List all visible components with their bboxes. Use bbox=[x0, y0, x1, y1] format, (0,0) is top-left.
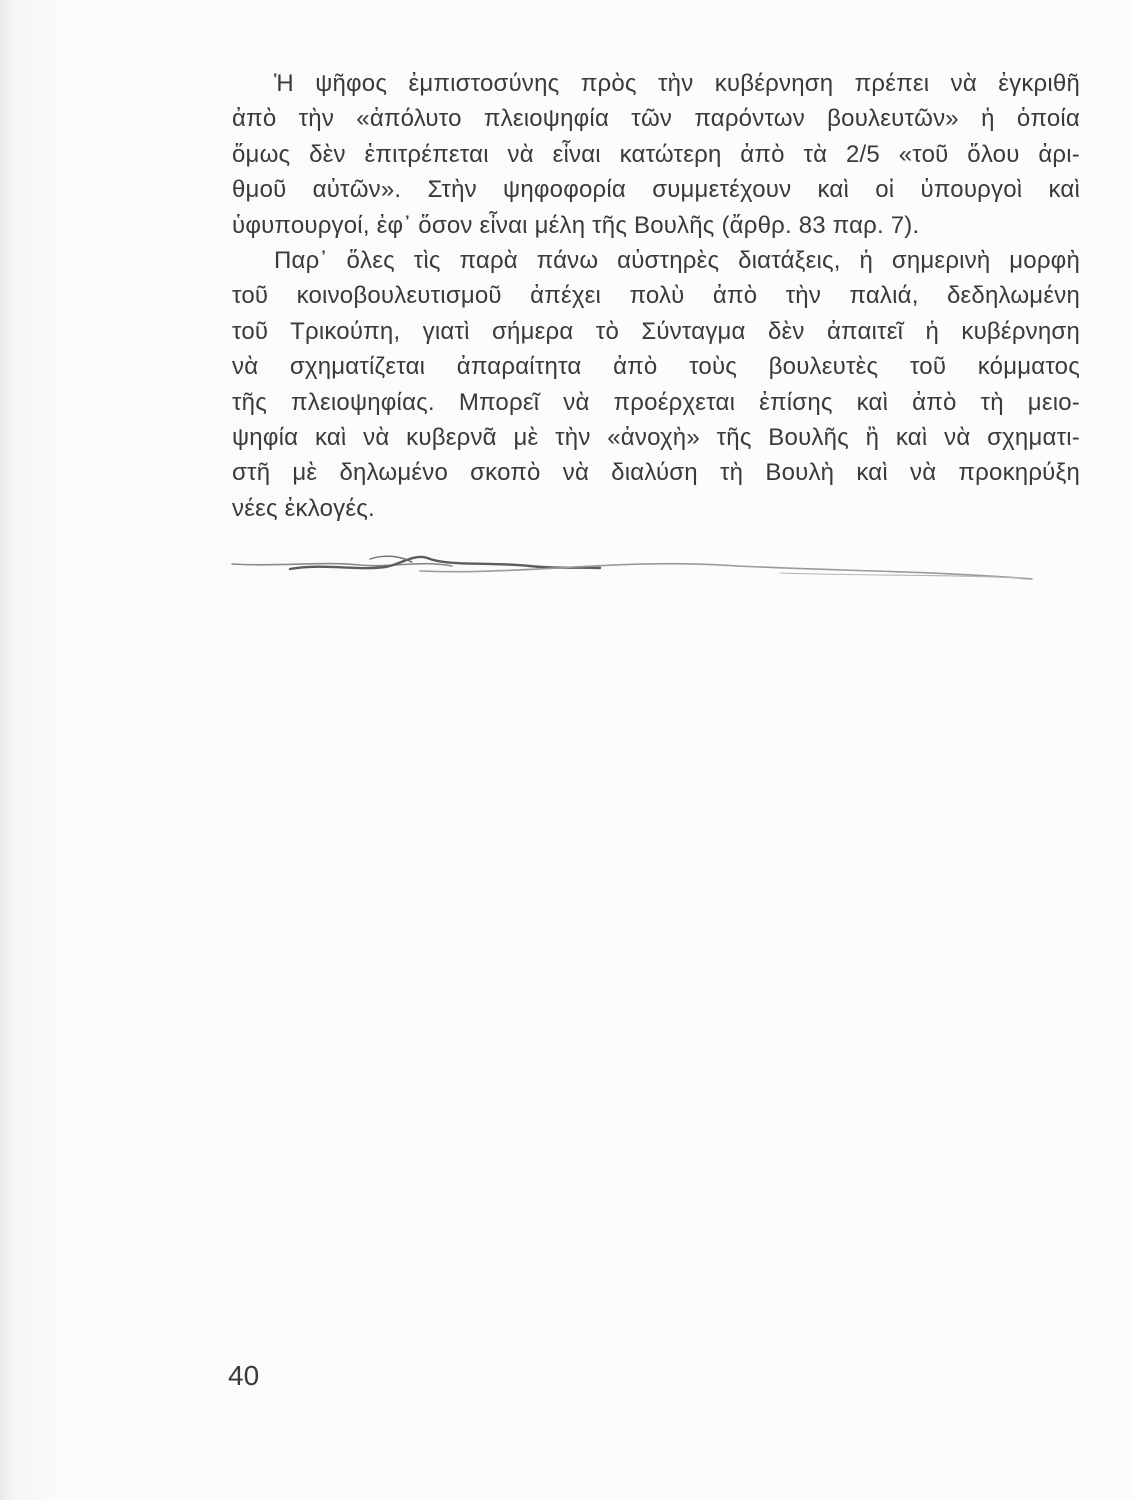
text-line: Παρ᾽ ὅλες τὶς παρὰ πάνω αὐστηρὲς διατάξεις, ἡ σημερινὴ μορφὴ bbox=[274, 246, 1080, 274]
text-line: θμοῦ αὐτῶν». Στὴν ψηφοφορία συμμετέχουν καὶ οἱ ὑπουργοὶ καὶ bbox=[232, 176, 1080, 204]
text-line: νέες ἐκλογές. bbox=[232, 494, 375, 522]
text-line: ὑφυπουργοί, ἐφ᾽ ὅσον εἶναι μέλη τῆς Βουλῆς (ἄρθρ. 83 παρ. 7). bbox=[232, 211, 920, 239]
paragraph-confidence-vote bbox=[232, 66, 1080, 243]
paragraph-parliamentarism bbox=[232, 243, 1080, 526]
text-line: ὅμως δὲν ἐπιτρέπεται νὰ εἶναι κατώτερη ἀπὸ τὰ 2/5 «τοῦ ὅλου ἀρι- bbox=[232, 140, 1080, 168]
text-line: Ἡ ψῆφος ἐμπιστοσύνης πρὸς τὴν κυβέρνηση πρέπει νὰ ἐγκριθῆ bbox=[274, 70, 1080, 97]
text-line: τῆς πλειοψηφίας. Μπορεῖ νὰ προέρχεται ἐπίσης καὶ ἀπὸ τὴ μειο- bbox=[232, 388, 1080, 416]
wavy-divider bbox=[220, 540, 1050, 600]
page-number: 40 bbox=[228, 1360, 260, 1391]
text-line: τοῦ κοινοβουλευτισμοῦ ἀπέχει πολὺ ἀπὸ τὴν παλιά, δεδηλωμένη bbox=[232, 282, 1080, 310]
body-text bbox=[232, 66, 1080, 526]
text-line: νὰ σχηματίζεται ἀπαραίτητα ἀπὸ τοὺς βουλευτὲς τοῦ κόμματος bbox=[232, 353, 1080, 381]
text-line: τοῦ Τρικούπη, γιατὶ σήμερα τὸ Σύνταγμα δὲν ἀπαιτεῖ ἡ κυβέρνηση bbox=[232, 317, 1080, 345]
text-line: ψηφία καὶ νὰ κυβερνᾶ μὲ τὴν «ἀνοχὴ» τῆς Βουλῆς ἢ καὶ νὰ σχηματι- bbox=[232, 423, 1080, 451]
text-line: ἀπὸ τὴν «ἀπόλυτο πλειοψηφία τῶν παρόντων βουλευτῶν» ἡ ὁποία bbox=[232, 105, 1080, 133]
text-line: στῆ μὲ δηλωμένο σκοπὸ νὰ διαλύση τὴ Βουλὴ καὶ νὰ προκηρύξη bbox=[232, 459, 1080, 487]
